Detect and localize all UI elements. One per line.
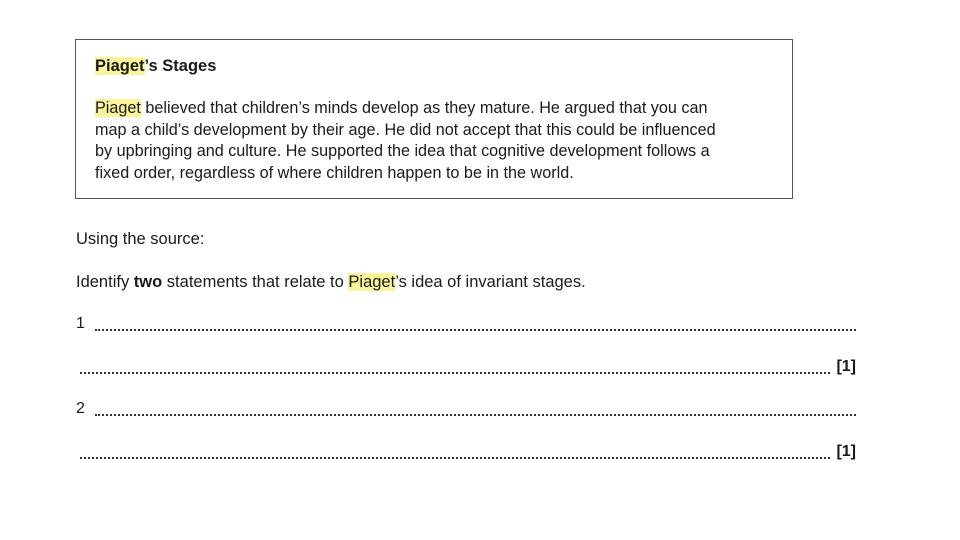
source-box <box>75 39 793 199</box>
mark-allocation: [1] <box>836 358 856 375</box>
dotted-line <box>95 414 856 416</box>
source-title-rest: ’s Stages <box>144 57 217 75</box>
dotted-line <box>80 372 830 374</box>
highlighted-term: Piaget <box>348 273 396 291</box>
answer-number: 1 <box>76 315 85 332</box>
source-line-1-text: believed that children’s minds develop as they mature. He argued that you can <box>140 99 708 117</box>
answer-number: 2 <box>76 400 85 417</box>
source-line-2: map a child’s development by their age. He did not accept that this could be influenced <box>95 120 716 139</box>
source-title <box>95 56 216 76</box>
source-line-4: fixed order, regardless of where children happen to be in the world. <box>95 163 574 182</box>
mark-allocation: [1] <box>836 443 856 460</box>
highlighted-term: Piaget <box>95 99 141 117</box>
highlighted-term: Piaget <box>95 57 145 75</box>
dotted-line <box>95 329 856 331</box>
instruction-text: Using the source: <box>76 230 205 248</box>
answer-1-line-2[interactable] <box>76 357 856 377</box>
answer-2-line-2[interactable] <box>76 442 856 462</box>
source-line-1 <box>95 98 785 120</box>
question-part-1: Identify <box>76 273 134 291</box>
question-bold: two <box>133 273 163 291</box>
answer-2-line-1[interactable] <box>76 399 856 419</box>
question-part-3: ’s idea of invariant stages. <box>395 273 586 291</box>
dotted-line <box>80 457 830 459</box>
answer-1-line-1[interactable] <box>76 314 856 334</box>
source-body <box>95 98 785 184</box>
source-line-3: by upbringing and culture. He supported the idea that cognitive development follows a <box>95 142 710 160</box>
question-text <box>76 272 586 292</box>
question-part-2: statements that relate to <box>162 273 349 291</box>
